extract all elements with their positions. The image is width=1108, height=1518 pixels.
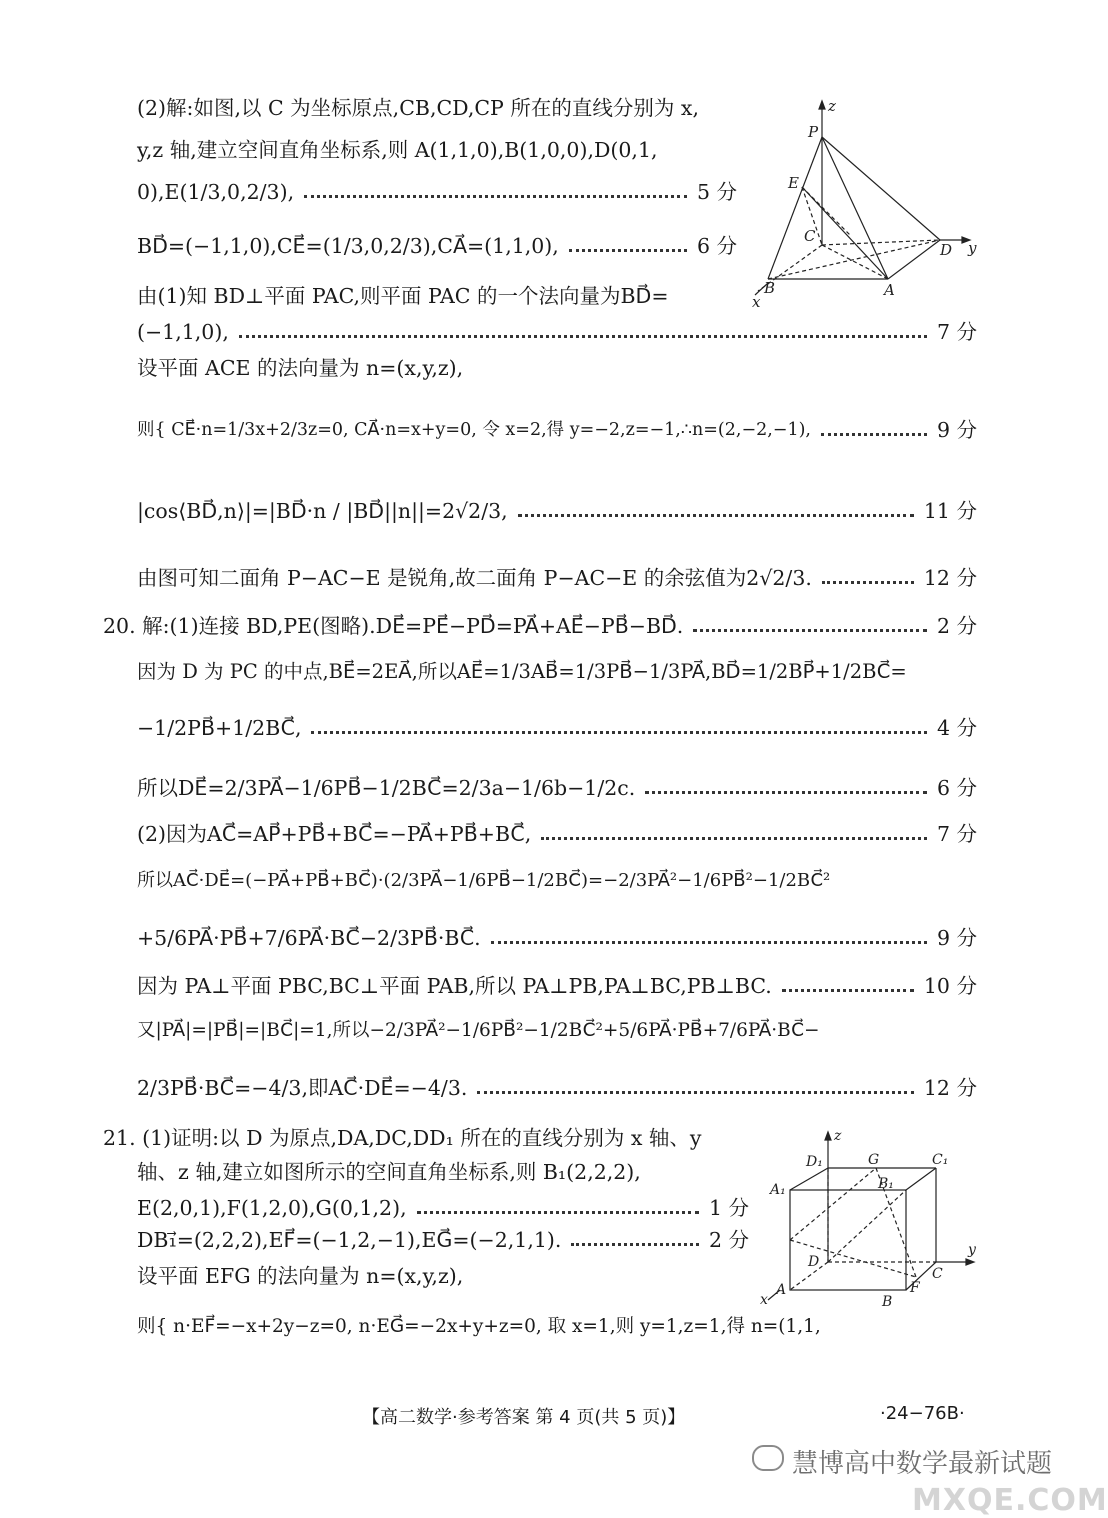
line-text: (2)解:如图,以 C 为坐标原点,CB,CD,CP 所在的直线分别为 x, xyxy=(137,96,699,120)
line-text: 21. (1)证明:以 D 为原点,DA,DC,DD₁ 所在的直线分别为 x 轴、y xyxy=(103,1126,702,1150)
line-text: 则{ CE⃗·n=1/3x+2/3z=0, CA⃗·n=x+y=0, 令 x=2,得 y=−2,z=−1,∴n=(2,−2,−1), xyxy=(137,419,811,440)
line-6 xyxy=(137,320,977,345)
top-left xyxy=(790,1168,828,1190)
label-C: C xyxy=(932,1266,943,1282)
label-C: C xyxy=(804,227,816,245)
watermark xyxy=(752,1423,1108,1518)
line-23 xyxy=(137,1196,749,1221)
front-face xyxy=(790,1190,906,1290)
line-4 xyxy=(137,234,737,259)
line-text: 设平面 ACE 的法向量为 n=(x,y,z), xyxy=(137,356,464,380)
line-17 xyxy=(137,926,977,951)
leader-dots xyxy=(822,581,914,584)
line-text: y,z 轴,建立空间直角坐标系,则 A(1,1,0),B(1,0,0),D(0,1, xyxy=(137,138,658,162)
line-22 xyxy=(137,1160,757,1185)
edge-CA xyxy=(822,245,888,279)
y-arrow xyxy=(966,1259,974,1265)
leader-dots xyxy=(569,249,687,252)
line-text: +5/6PA⃗·PB⃗+7/6PA⃗·BC⃗−2/3PB⃗·BC⃗. xyxy=(137,926,481,950)
line-24 xyxy=(137,1228,749,1253)
leader-dots xyxy=(693,629,927,632)
line-text: 则{ n·EF⃗=−x+2y−z=0, n·EG⃗=−2x+y+z=0, 取 x=1,则 y=1,z=1,得 n=(1,1, xyxy=(137,1316,821,1337)
score: 10 分 xyxy=(923,974,977,998)
line-14 xyxy=(137,776,977,801)
score: 7 分 xyxy=(936,320,977,344)
line-2 xyxy=(137,138,757,163)
line-text: 因为 D 为 PC 的中点,BE⃗=2EA⃗,所以AE⃗=1/3AB⃗=1/3PB⃗−1/3PA⃗,BD⃗=1/2BP⃗+1/2BC⃗= xyxy=(137,660,907,683)
line-20 xyxy=(137,1076,977,1101)
line-13 xyxy=(137,716,977,741)
edge-PB xyxy=(768,137,822,279)
label-A1: A₁ xyxy=(770,1182,786,1198)
diag-DB1 xyxy=(828,1190,906,1262)
line-15 xyxy=(137,822,977,847)
line-text: 20. 解:(1)连接 BD,PE(图略).DE⃗=PE⃗−PD⃗=PA⃗+AE⃗−PB⃗−BD⃗. xyxy=(103,614,684,638)
leader-dots xyxy=(571,1243,699,1246)
label-B: B xyxy=(764,279,776,297)
line-text: 2/3PB⃗·BC⃗=−4/3,即AC⃗·DE⃗=−4/3. xyxy=(137,1076,468,1100)
leader-dots xyxy=(518,514,914,517)
line-text: −1/2PB⃗+1/2BC⃗, xyxy=(137,716,302,740)
line-text: E(2,0,1),F(1,2,0),G(0,1,2), xyxy=(137,1196,407,1220)
line-9 xyxy=(137,499,977,524)
label-D: D xyxy=(808,1254,820,1270)
line-text: (2)因为AC⃗=AP⃗+PB⃗+BC⃗=−PA⃗+PB⃗+BC⃗, xyxy=(137,822,532,846)
label-x: x xyxy=(760,1292,768,1308)
line-18 xyxy=(137,974,977,999)
line-1 xyxy=(137,96,757,121)
z-arrow xyxy=(819,101,825,109)
label-z: z xyxy=(828,97,836,115)
line-3 xyxy=(137,180,737,205)
cube-figure xyxy=(758,1122,983,1312)
score: 12 分 xyxy=(923,566,977,590)
label-P: P xyxy=(808,123,819,141)
label-D: D xyxy=(940,241,953,259)
y-axis-dashed xyxy=(822,240,940,245)
label-y: y xyxy=(968,239,977,257)
label-G: G xyxy=(868,1152,880,1168)
line-text: 又|PA⃗|=|PB⃗|=|BC⃗|=1,所以−2/3PA⃗²−1/6PB⃗²−1/2BC⃗²+5/6PA⃗·PB⃗+7/6PA⃗·BC⃗− xyxy=(137,1020,820,1041)
leader-dots xyxy=(645,791,927,794)
label-y: y xyxy=(968,1242,976,1258)
label-B: B xyxy=(882,1294,893,1310)
leader-dots xyxy=(417,1211,699,1214)
line-text: BD⃗=(−1,1,0),CE⃗=(1/3,0,2/3),CA⃗=(1,1,0), xyxy=(137,234,559,258)
pyramid-figure xyxy=(740,95,980,310)
line-text: 所以AC⃗·DE⃗=(−PA⃗+PB⃗+BC⃗)·(2/3PA⃗−1/6PB⃗−1/2BC⃗)=−2/3PA⃗²−1/6PB⃗²−1/2BC⃗² xyxy=(137,870,831,891)
leader-dots xyxy=(491,941,927,944)
line-text: 所以DE⃗=2/3PA⃗−1/6PB⃗−1/2BC⃗=2/3a−1/6b−1/2c. xyxy=(137,776,636,800)
leader-dots xyxy=(239,335,927,338)
leader-dots xyxy=(821,433,927,436)
leader-dots xyxy=(782,989,914,992)
line-5 xyxy=(137,284,757,309)
score: 5 分 xyxy=(696,180,737,204)
line-10 xyxy=(137,566,977,591)
label-A: A xyxy=(776,1282,787,1298)
score: 9 分 xyxy=(936,418,977,442)
footer-page-info: 【高二数学·参考答案 第 4 页(共 5 页)】 xyxy=(362,1407,686,1428)
watermark-url: MXQE.COM xyxy=(912,1483,1108,1518)
score: 7 分 xyxy=(936,822,977,846)
watermark-text: 慧博高中数学最新试题 xyxy=(792,1449,1053,1479)
label-z: z xyxy=(834,1128,842,1144)
line-text: |cos⟨BD⃗,n⟩|=|BD⃗·n / |BD⃗||n||=2√2/3, xyxy=(137,499,508,523)
score: 2 分 xyxy=(708,1228,749,1252)
line-text: (−1,1,0), xyxy=(137,320,229,344)
line-text: 轴、z 轴,建立如图所示的空间直角坐标系,则 B₁(2,2,2), xyxy=(137,1160,641,1184)
line-16 xyxy=(137,870,977,892)
line-text: 由(1)知 BD⊥平面 PAC,则平面 PAC 的一个法向量为BD⃗= xyxy=(137,284,669,308)
line-25 xyxy=(137,1264,749,1289)
wechat-icon xyxy=(752,1445,784,1471)
label-D1: D₁ xyxy=(806,1154,823,1170)
footer-code: ·24−76B· xyxy=(880,1403,965,1424)
score: 6 分 xyxy=(696,234,737,258)
line-8 xyxy=(137,418,977,443)
score: 2 分 xyxy=(936,614,977,638)
label-C1: C₁ xyxy=(932,1152,949,1168)
leader-dots xyxy=(304,195,687,198)
edge-PD xyxy=(822,137,940,240)
leader-dots xyxy=(311,731,926,734)
line-text: DB₁⃗=(2,2,2),EF⃗=(−1,2,−1),EG⃗=(−2,1,1). xyxy=(137,1228,562,1252)
line-11 xyxy=(103,614,977,639)
line-19 xyxy=(137,1020,977,1042)
score: 4 分 xyxy=(936,716,977,740)
score: 6 分 xyxy=(936,776,977,800)
z-arrow xyxy=(825,1132,831,1140)
top-right xyxy=(906,1168,936,1190)
score: 1 分 xyxy=(708,1196,749,1220)
score: 11 分 xyxy=(923,499,977,523)
line-7 xyxy=(137,356,977,381)
edge-PA xyxy=(822,137,888,279)
label-x: x xyxy=(752,293,761,311)
line-26 xyxy=(137,1316,821,1338)
score: 12 分 xyxy=(923,1076,977,1100)
line-text: 设平面 EFG 的法向量为 n=(x,y,z), xyxy=(137,1264,464,1288)
line-text: 因为 PA⊥平面 PBC,BC⊥平面 PAB,所以 PA⊥PB,PA⊥BC,PB⊥BC. xyxy=(137,974,772,998)
line-text: 由图可知二面角 P−AC−E 是锐角,故二面角 P−AC−E 的余弦值为2√2/3. xyxy=(137,566,812,590)
leader-dots xyxy=(541,837,927,840)
score: 9 分 xyxy=(936,926,977,950)
label-B1: B₁ xyxy=(878,1176,894,1192)
line-text: 0),E(1/3,0,2/3), xyxy=(137,180,295,204)
leader-dots xyxy=(477,1091,914,1094)
seg-EG xyxy=(790,1168,876,1240)
line-21 xyxy=(103,1126,757,1151)
label-E: E xyxy=(788,174,799,192)
label-F: F xyxy=(910,1280,920,1296)
line-12 xyxy=(137,660,977,683)
label-A: A xyxy=(884,281,895,299)
